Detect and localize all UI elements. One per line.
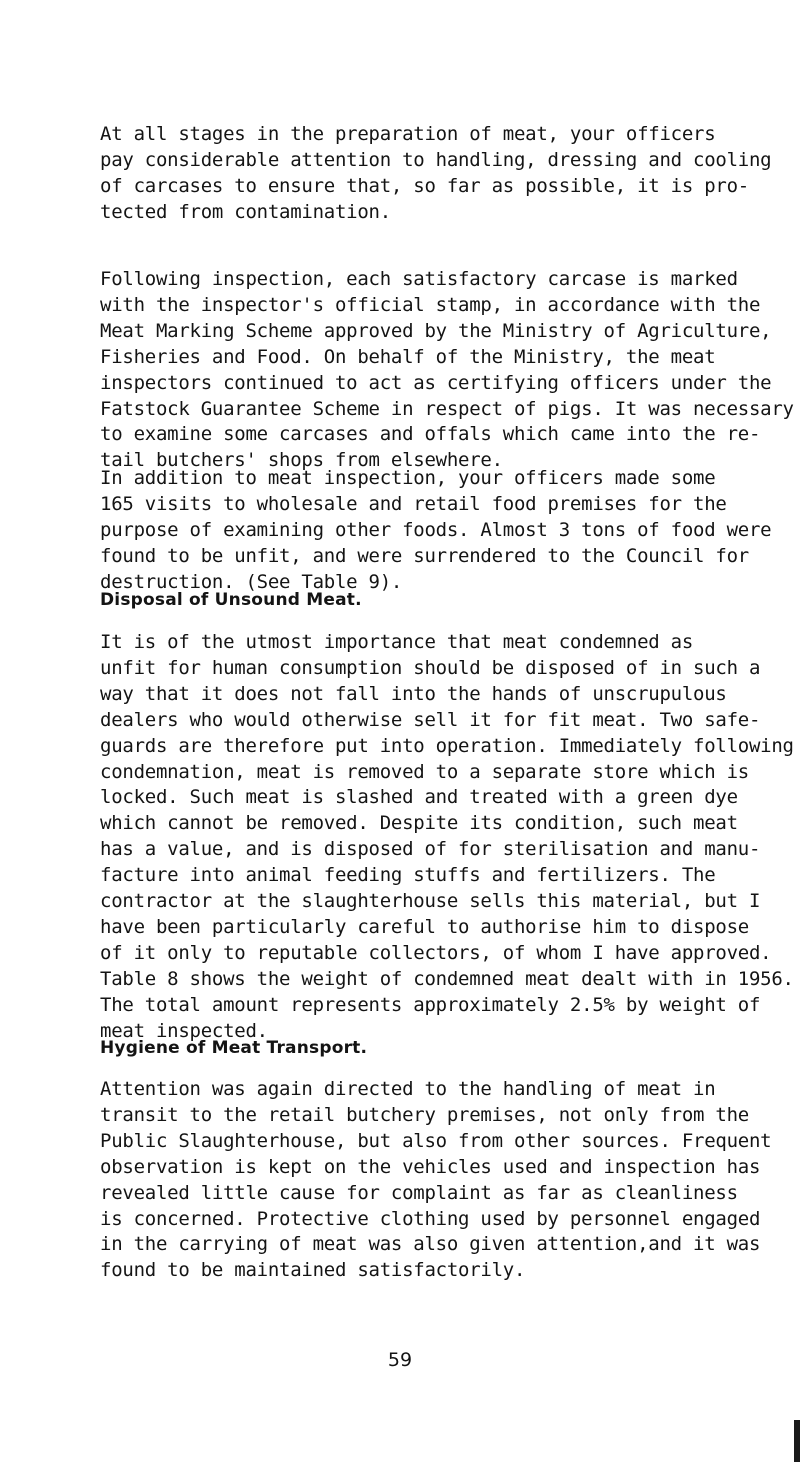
paragraph-hygiene-meat-transport: Attention was again directed to the handling of meat in transit to the retail butchery premises, not only from the Public Slaughterhouse, but also from other sources. Frequent observation is kept on the vehicles used and inspection has revealed little cause for complaint as far as cleanliness is concerned. Protective clothing used by personnel engaged in the carrying of meat was also given attention,and it was found to be maintained satisfactorily. bbox=[100, 1078, 772, 1282]
page-number: 59 bbox=[387, 1349, 413, 1371]
paragraph-disposal-unsound-meat: It is of the utmost importance that meat condemned as unfit for human consumption should be disposed of in such a way that it does not fall into the hands of unscrupulous dealers who would otherwise sell it for fit meat. Two safe- guards are therefore put into operation. Immediately following condemnation, meat is removed to a separate store which is locked. Such meat is slashed and treated with a green dye which cannot be removed. Despite its condition, such meat has a value, and is disposed of for sterilisation and manu- facture into animal feeding stuffs and fertilizers. The contractor at the slaughterhouse sells this material, but I have been particularly careful to authorise him to dispose of it only to reputable collectors, of whom I have approved. Table 8 shows the weight of condemned meat dealt with in 1956. The total amount represents approximately 2.5% by weight of meat inspected. bbox=[100, 631, 794, 1042]
paragraph-inspection-stamp: Following inspection, each satisfactory carcase is marked with the inspector's official stamp, in accordance with the Meat Marking Scheme approved by the Ministry of Agriculture, Fisheries and Food. On behalf of the Ministry, the meat inspectors continued to act as certifying officers under the Fatstock Guarantee Scheme in respect of pigs. It was necessary to examine some carcases and offals which came into the re- tail butchers' shops from elsewhere. bbox=[100, 268, 794, 472]
paragraph-food-premises-visits: In addition to meat inspection, your officers made some 165 visits to wholesale and retail food premises for the purpose of examining other foods. Almost 3 tons of food were found to be unfit, and were surrendered to the Council for destruction. (See Table 9). bbox=[100, 467, 772, 593]
heading-disposal-unsound-meat: Disposal of Unsound Meat. bbox=[100, 590, 362, 610]
heading-hygiene-meat-transport: Hygiene of Meat Transport. bbox=[100, 1038, 368, 1058]
paragraph-meat-preparation: At all stages in the preparation of meat, your officers pay considerable attention to handling, dressing and cooling of carcases to ensure that, so far as possible, it is pro- tected from contamination. bbox=[100, 123, 772, 223]
scan-edge-mark bbox=[794, 1420, 800, 1462]
